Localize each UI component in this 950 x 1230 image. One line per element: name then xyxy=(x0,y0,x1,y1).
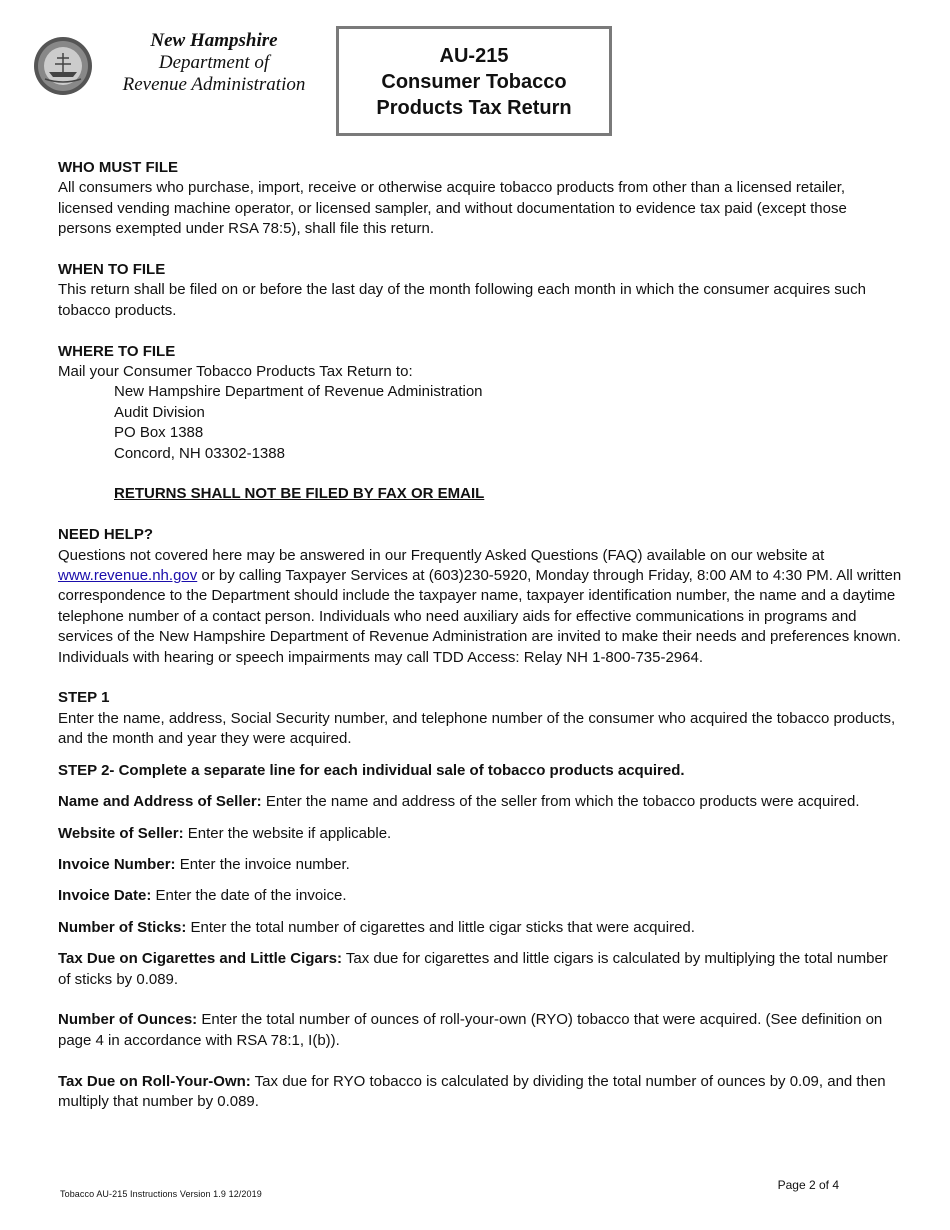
who-must-file-text: All consumers who purchase, import, receive or otherwise acquire tobacco products from other than a licensed retailer, licensed vending machine operator, or licensed sampler, and without documentation to evidence tax paid (except those persons exempted under RSA 78:5), shall file this return. xyxy=(58,179,847,238)
step2-item-invoice-date: Invoice Date: Enter the date of the invoice. xyxy=(58,887,347,905)
address-line: Concord, NH 03302-1388 xyxy=(114,444,285,462)
step2-item-number-of-sticks: Number of Sticks: Enter the total number of cigarettes and little cigar sticks that were acquired. xyxy=(58,918,695,936)
form-version: Tobacco AU-215 Instructions Version 1.9 12/2019 xyxy=(60,1189,262,1199)
form-title-line-1: Consumer Tobacco xyxy=(381,71,567,93)
address-line: PO Box 1388 xyxy=(114,424,204,442)
agency-line-3: Revenue Administration xyxy=(122,74,306,95)
no-fax-email-notice: RETURNS SHALL NOT BE FILED BY FAX OR EMAIL xyxy=(114,485,485,503)
when-to-file-heading: WHEN TO FILE xyxy=(58,261,166,279)
address-line: New Hampshire Department of Revenue Administration xyxy=(114,383,483,401)
where-to-file-intro: Mail your Consumer Tobacco Products Tax Return to: xyxy=(58,363,413,381)
form-title-box xyxy=(336,26,612,136)
when-to-file-text: This return shall be filed on or before the last day of the month following each month in which the consumer acquires such tobacco products. xyxy=(58,281,866,319)
step1-heading: STEP 1 xyxy=(58,689,110,707)
who-must-file-heading: WHO MUST FILE xyxy=(58,159,178,176)
form-number: AU-215 xyxy=(439,45,509,67)
step2-item-number-of-ounces: Number of Ounces: Enter the total number of ounces of roll-your-own (RYO) tobacco that were acquired. (See definition on page 4 in accordance with RSA 78:1, I(b)). xyxy=(58,1011,883,1049)
step1-text: Enter the name, address, Social Security number, and telephone number of the consumer who acquired the tobacco products, and the month and year they were acquired. xyxy=(58,709,896,748)
state-seal-logo xyxy=(33,36,93,96)
agency-line-1: New Hampshire xyxy=(150,30,278,51)
website-link[interactable]: www.revenue.nh.gov xyxy=(58,567,198,585)
step2-heading: STEP 2- Complete a separate line for each individual sale of tobacco products acquired. xyxy=(58,761,685,779)
instructions-body xyxy=(58,158,904,1112)
step2-item-tax-cigarettes: Tax Due on Cigarettes and Little Cigars: Tax due for cigarettes and little cigars is calculated by multiplying the total number of sticks by 0.089. xyxy=(58,950,888,988)
form-title-line-2: Products Tax Return xyxy=(376,97,572,119)
address-line: Audit Division xyxy=(114,403,205,421)
agency-line-2: Department of xyxy=(158,52,270,73)
step2-item-seller-website: Website of Seller: Enter the website if applicable. xyxy=(58,824,392,842)
page-number: Page 2 of 4 xyxy=(777,1178,839,1192)
step2-item-tax-ryo: Tax Due on Roll-Your-Own: Tax due for RYO tobacco is calculated by dividing the total number of ounces by 0.09, and then multiply that number by 0.089. xyxy=(58,1072,886,1110)
agency-name xyxy=(110,30,318,96)
step2-item-invoice-number: Invoice Number: Enter the invoice number. xyxy=(58,855,350,873)
need-help-heading: NEED HELP? xyxy=(58,526,154,544)
step2-item-seller-name: Name and Address of Seller: Enter the name and address of the seller from which the tobacco products were acquired. xyxy=(58,793,860,811)
where-to-file-heading: WHERE TO FILE xyxy=(58,342,176,360)
need-help-text: Questions not covered here may be answered in our Frequently Asked Questions (FAQ) available on our website at www.revenue.nh.gov or by calling Taxpayer Services at (603)230-5920, Monday through Friday, 8:00 AM to 4:30 PM. All written correspondence to the Department should include the taxpayer name, taxpayer identification number, the name and a daytime telephone number of a contact person. Individuals who need auxiliary aids for effective communications in programs and services of the New Hampshire Department of Revenue Administration are invited to make their needs and preferences known. Individuals with hearing or speech impairments may call TDD Access: Relay NH 1-800-735-2964. xyxy=(58,546,902,666)
